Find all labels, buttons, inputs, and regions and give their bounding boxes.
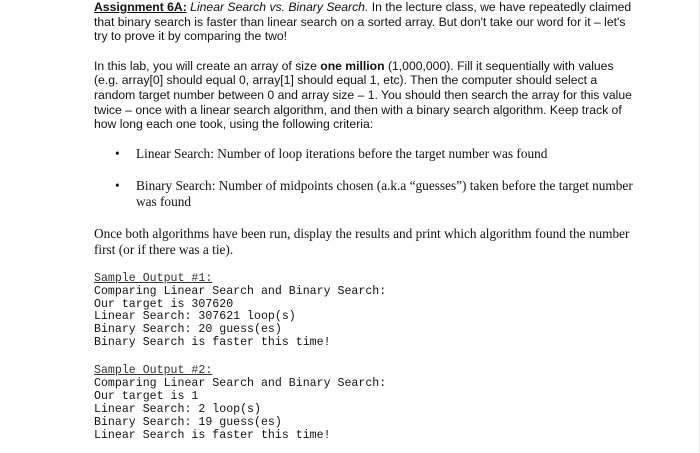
sample-output-label: Sample Output #1: [94,271,213,285]
assignment-subtitle: Linear Search vs. Binary Search. [190,0,369,14]
sample-output-line: Linear Search: 2 loop(s) [94,402,261,416]
sample-output-2 [94,365,634,442]
criteria-item-text: Linear Search: Number of loop iterations before the target number was found [136,145,548,161]
task-text-start: In this lab, you will create an array of size [94,58,321,73]
task-text-rest: (1,000,000). Fill it sequentially with values (e.g. array[0] should equal 0, array[1] should equal 1, etc). Then the computer should select a random target number between 0 and array size – 1. You should then search the array for this value twice – once with a linear search algorithm, and then with a binary search algorithm. Keep track of how long each one took, using the following criteria: [94,58,632,132]
conclusion-paragraph: Once both algorithms have been run, display the results and print which algorithm found the number first (or if there was a tie). [94,225,630,257]
criteria-list [94,146,634,210]
sample-output-line: Comparing Linear Search and Binary Search: [94,377,387,391]
sample-output-line: Comparing Linear Search and Binary Search: [94,284,387,298]
sample-output-label: Sample Output #2: [94,364,213,378]
intro-paragraph [94,0,634,44]
sample-output-line: Binary Search is faster this time! [94,336,331,350]
assignment-document [94,0,634,443]
bullet-icon: • [115,177,120,193]
task-paragraph [94,59,634,132]
sample-output-line: Linear Search is faster this time! [94,428,331,442]
sample-output-line: Our target is 307620 [94,297,234,311]
task-emphasis: one million [320,58,385,73]
sample-output-1 [94,273,634,350]
sample-output-line: Our target is 1 [94,390,199,403]
criteria-item-linear [94,146,634,162]
intro-text: In the lecture class, we have repeatedly claimed that binary search is faster than linear search on a sorted array. But don't take our word for it – let's try to prove it by comparing the two! [94,0,632,44]
criteria-item-binary [94,178,634,210]
assignment-title: Assignment 6A: [94,0,187,14]
sample-output-line: Binary Search: 19 guess(es) [94,415,282,429]
criteria-item-text: Binary Search: Number of midpoints chosen (a.k.a “guesses”) taken before the target number was found [136,177,633,209]
sample-output-line: Linear Search: 307621 loop(s) [94,310,296,324]
bullet-icon: • [115,145,120,161]
sample-output-line: Binary Search: 20 guess(es) [94,323,282,337]
